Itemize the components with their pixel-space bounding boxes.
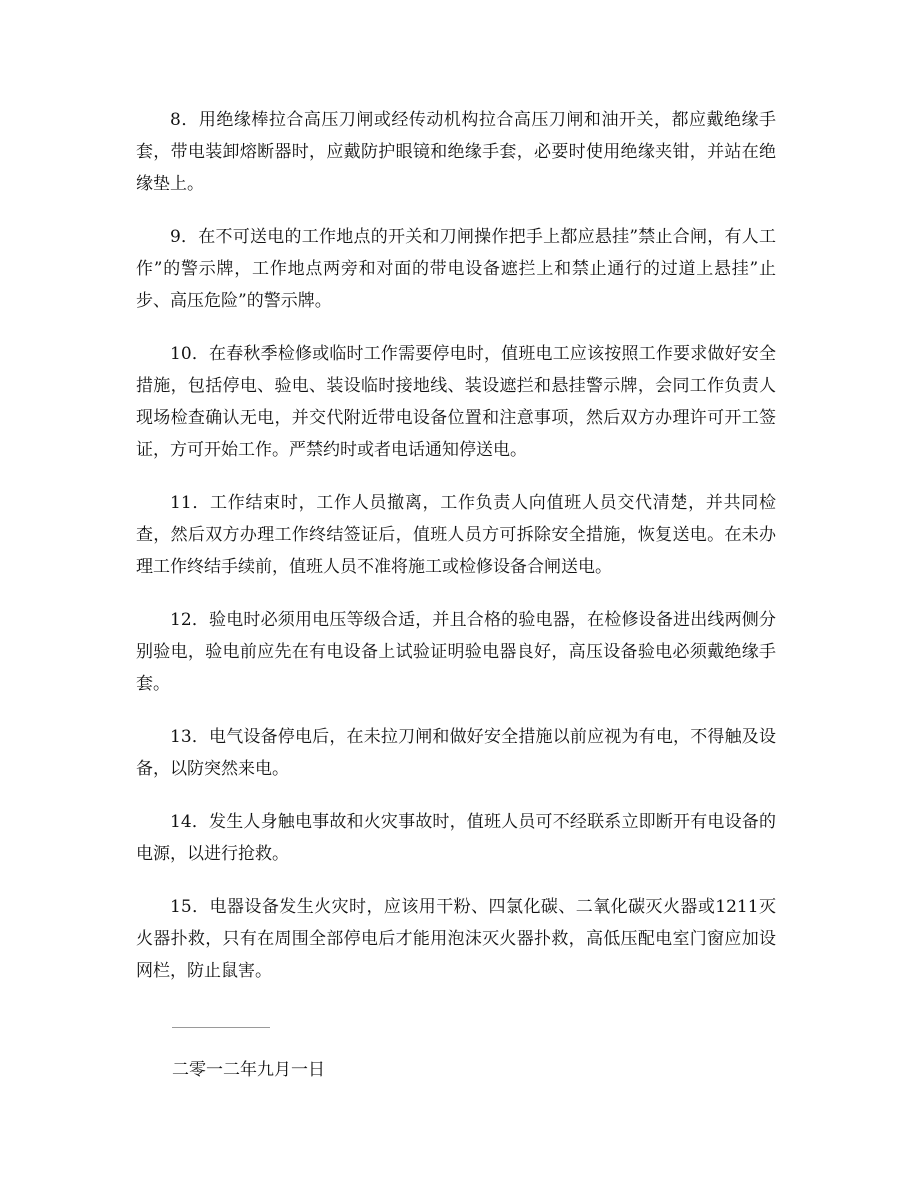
rule-item-8: 8．用绝缘棒拉合高压刀闸或经传动机构拉合高压刀闸和油开关，都应戴绝缘手套，带电装卸熔断器时，应戴防护眼镜和绝缘手套，必要时使用绝缘夹钳，并站在绝缘垫上。 xyxy=(136,110,776,194)
document-date: 二零一二年九月一日 xyxy=(172,1060,325,1080)
rule-item-14: 14．发生人身触电事故和火灾事故时，值班人员可不经联系立即断开有电设备的电源，以进行抢救。 xyxy=(136,812,776,864)
signature-divider xyxy=(172,1027,270,1028)
rule-item-12: 12．验电时必须用电压等级合适，并且合格的验电器，在检修设备进出线两侧分别验电，验电前应先在有电设备上试验证明验电器良好，高压设备验电必须戴绝缘手套。 xyxy=(136,610,776,694)
document-body xyxy=(136,104,776,1086)
rule-item-15: 15．电器设备发生火灾时，应该用干粉、四氯化碳、二氧化碳灭火器或1211灭火器扑救，只有在周围全部停电后才能用泡沫灭火器扑救，高低压配电室门窗应加设网栏，防止鼠害。 xyxy=(136,897,776,981)
rule-item-11: 11．工作结束时，工作人员撤离，工作负责人向值班人员交代清楚，并共同检查，然后双方办理工作终结签证后，值班人员方可拆除安全措施，恢复送电。在未办理工作终结手续前，值班人员不准将施工或检修设备合闸送电。 xyxy=(136,493,776,577)
rule-item-10: 10．在春秋季检修或临时工作需要停电时，值班电工应该按照工作要求做好安全措施，包括停电、验电、装设临时接地线、装设遮拦和悬挂警示牌，会同工作负责人现场检查确认无电，并交代附近带电设备位置和注意事项，然后双方办理许可开工签证，方可开始工作。严禁约时或者电话通知停送电。 xyxy=(136,344,776,460)
rule-item-9: 9．在不可送电的工作地点的开关和刀闸操作把手上都应悬挂”禁止合闸，有人工作”的警示牌，工作地点两旁和对面的带电设备遮拦上和禁止通行的过道上悬挂”止步、高压危险”的警示牌。 xyxy=(136,227,776,311)
rule-item-13: 13．电气设备停电后，在未拉刀闸和做好安全措施以前应视为有电，不得触及设备，以防突然来电。 xyxy=(136,727,776,779)
